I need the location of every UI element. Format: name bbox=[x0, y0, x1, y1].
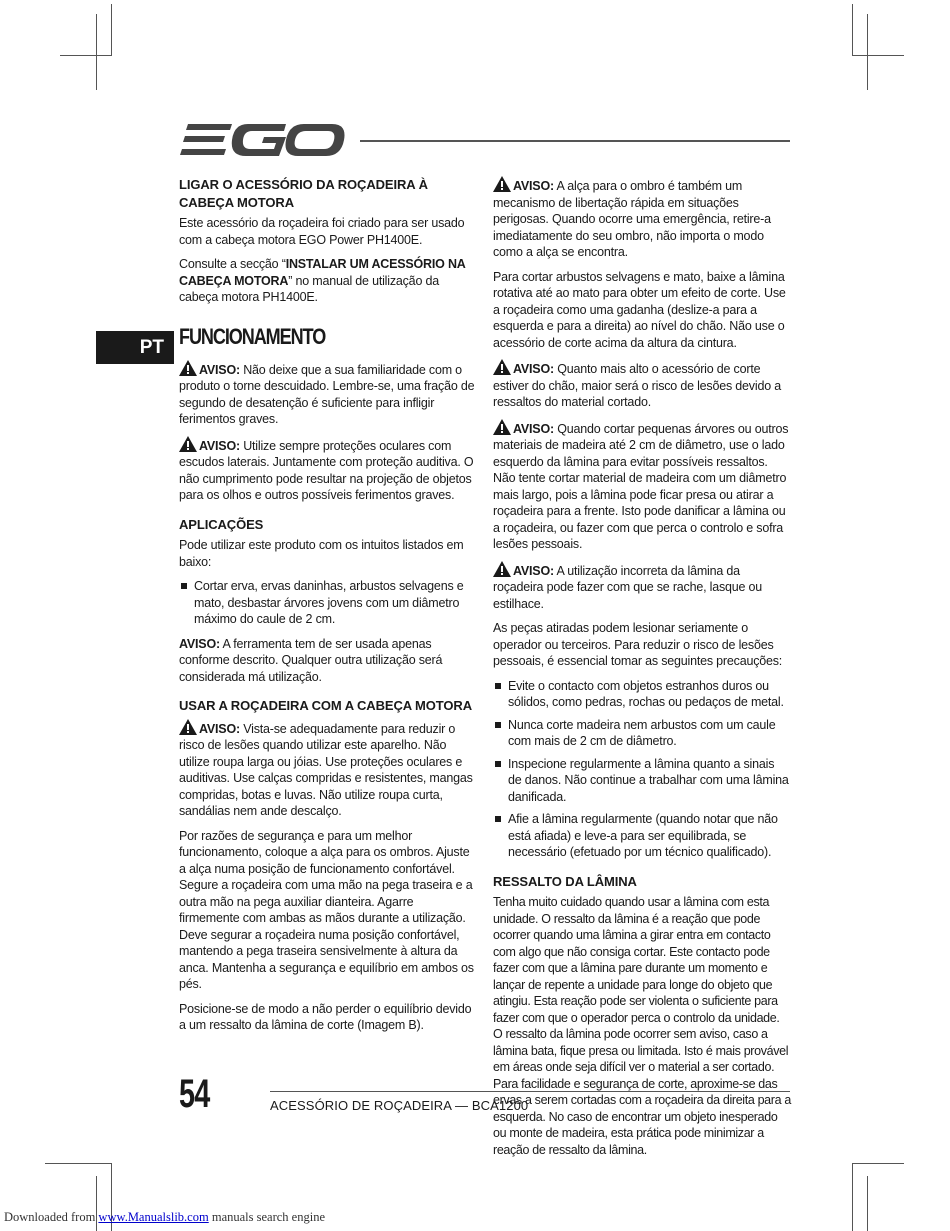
warning-label: AVISO: bbox=[513, 563, 554, 578]
warning-triangle-icon bbox=[493, 419, 511, 435]
footer-rule bbox=[270, 1091, 790, 1092]
applications-warning-text: A ferramenta tem de ser usada apenas conforme descrito. Qualquer outra utilização será considerada má utilização. bbox=[179, 636, 443, 684]
right-column bbox=[493, 176, 791, 1166]
use-paragraph-1: Por razões de segurança e para um melhor funcionamento, coloque a alça para os ombros. Ajuste a alça numa posição de funcionamento confortável. Segure a roçadeira com uma mão na pega traseira e a outra mão na pega auxiliar dianteira. Agarre firmemente com ambas as mãos durante a utilização. Deve segurar a roçadeira numa posição confortável, mantendo a pega traseira sensivelmente à altura da anca. Mantenha a segurança e equilíbrio em ambos os pés. bbox=[179, 828, 474, 991]
warning-5 bbox=[493, 359, 791, 411]
crop-mark bbox=[45, 1163, 111, 1164]
warning-3 bbox=[179, 719, 477, 820]
list-item: Inspecione regularmente a lâmina quanto a sinais de danos. Não continue a trabalhar com uma lâmina danificada. bbox=[493, 756, 791, 806]
warning-label: AVISO: bbox=[199, 438, 240, 453]
warning-7-text: A utilização incorreta da lâmina da roçadeira pode fazer com que se rache, lasque ou estilhace. bbox=[493, 563, 763, 611]
warning-label: AVISO: bbox=[513, 421, 554, 436]
connect-p2-pre: Consulte a secção “ bbox=[179, 257, 286, 271]
crop-mark bbox=[867, 1176, 868, 1231]
download-post: manuals search engine bbox=[208, 1210, 325, 1224]
connect-p2-bold: INSTALAR UM ACESSÓRIO NA CABEÇA MOTORA bbox=[179, 257, 466, 288]
warning-triangle-icon bbox=[493, 176, 511, 192]
crop-mark bbox=[111, 4, 112, 56]
applications-list bbox=[179, 578, 477, 628]
warning-triangle-icon bbox=[179, 360, 197, 376]
connect-paragraph-2 bbox=[179, 256, 477, 306]
warning-label: AVISO: bbox=[199, 721, 240, 736]
kickback-heading: RESSALTO DA LÂMINA bbox=[493, 873, 637, 889]
list-item: Cortar erva, ervas daninhas, arbustos selvagens e mato, desbastar árvores jovens com um diâmetro máximo do caule de 2 cm. bbox=[179, 578, 477, 628]
warning-3-text: Vista-se adequadamente para reduzir o risco de lesões quando utilizar este aparelho. Não utilize roupa larga ou jóias. Use proteções oculares e auditivas. Use calças compridas e resistentes, mangas compridas, botas e luvas. Não utilize roupa curta, sandálias nem ande descalço. bbox=[179, 721, 473, 818]
left-column bbox=[179, 176, 477, 1042]
warning-7 bbox=[493, 561, 791, 613]
download-pre: Downloaded from bbox=[4, 1210, 99, 1224]
warning-label: AVISO: bbox=[179, 636, 220, 651]
connect-p2-post: ” no manual de utilização da cabeça motora PH1400E. bbox=[179, 273, 439, 304]
warning-6-text: Quando cortar pequenas árvores ou outros materiais de madeira até 2 cm de diâmetro, use o lado esquerdo da lâmina para evitar possíveis ressaltos. Não tente cortar material de madeira com um diâmetro mais largo, pois a lâmina pode ficar presa ou atirar a roçadeira para a frente. Isto pode danificar a lâmina ou a roçadeira, ou fazer com que perca o controlo e sofra lesões pessoais. bbox=[493, 421, 789, 551]
warning-1 bbox=[179, 360, 477, 428]
crop-mark bbox=[867, 14, 868, 90]
warning-5-text: Quanto mais alto o acessório de corte estiver do chão, maior será o risco de lesões devido a ressaltos do material cortado. bbox=[493, 362, 781, 409]
warning-1-text: Não deixe que a sua familiaridade com o produto o torne descuidado. Lembre-se, uma fração de segundo de desatenção é suficiente para infligir ferimentos graves. bbox=[179, 362, 475, 426]
page-number: 54 bbox=[179, 1072, 210, 1116]
kickback-paragraph: Tenha muito cuidado quando usar a lâmina com esta unidade. O ressalto da lâmina é a reação que pode ocorrer quando uma lâmina a girar entra em contacto com algo que não consiga cortar. Este contacto pode fazer com que a lâmina pare durante um momento e lançar de repente a unidade para longe do objeto que atingiu. Esta reação pode ser violenta o suficiente para fazer com que o operador perca o controlo da unidade. O ressalto da lâmina pode ocorrer sem aviso, caso a lâmina bata, fique presa ou limitada. Isto é mais provável em áreas onde seja difícil ver o material a ser cortado. Para facilidade e segurança de corte, aproxime-se das ervas a serem cortadas com a roçadeira da direita para a esquerda. No caso de encontrar um objeto inesperado ou monte de madeira, esta prática pode minimizar a reação de ressalto da lâmina. bbox=[493, 895, 791, 1157]
crop-mark bbox=[852, 1163, 853, 1231]
applications-warning bbox=[179, 636, 477, 686]
precautions-intro: As peças atiradas podem lesionar seriamente o operador ou terceiros. Para reduzir o risco de lesões pessoais, é essencial tomar as seguintes precauções: bbox=[493, 621, 783, 668]
connect-paragraph-1: Este acessório da roçadeira foi criado para ser usado com a cabeça motora EGO Power PH1400E. bbox=[179, 216, 465, 247]
cutting-paragraph: Para cortar arbustos selvagens e mato, baixe a lâmina rotativa até ao mato para obter um efeito de corte. Use a roçadeira como uma gadanha (deslize-a para a esquerda e para a direita) ao nível do chão. Não use o acessório de corte acima da altura da cintura. bbox=[493, 269, 786, 350]
use-paragraph-2: Posicione-se de modo a não perder o equilíbrio devido a um ressalto da lâmina de corte (Imagem B). bbox=[179, 1001, 472, 1032]
applications-intro: Pode utilizar este produto com os intuitos listados em baixo: bbox=[179, 538, 464, 569]
warning-4 bbox=[493, 176, 791, 261]
warning-label: AVISO: bbox=[513, 179, 554, 193]
list-item: Evite o contacto com objetos estranhos duros ou sólidos, como pedras, rochas ou pedaços de metal. bbox=[493, 678, 791, 711]
connect-heading: LIGAR O ACESSÓRIO DA ROÇADEIRA À CABEÇA MOTORA bbox=[179, 177, 428, 210]
warning-6 bbox=[493, 419, 791, 553]
warning-triangle-icon bbox=[179, 719, 197, 735]
warning-label: AVISO: bbox=[513, 362, 554, 376]
language-tab: PT bbox=[96, 331, 174, 364]
crop-mark bbox=[852, 55, 904, 56]
footer-title: ACESSÓRIO DE ROÇADEIRA — BCA1200 bbox=[270, 1098, 529, 1113]
warning-label: AVISO: bbox=[199, 362, 240, 377]
list-item: Afie a lâmina regularmente (quando notar que não está afiada) e leve-a para ser equilibrada, se necessário (efetuado por um técnico qualificado). bbox=[493, 811, 791, 861]
manualslib-link[interactable]: www.Manualslib.com bbox=[98, 1210, 209, 1224]
warning-triangle-icon bbox=[493, 561, 511, 577]
ego-logo bbox=[180, 122, 345, 158]
warning-2 bbox=[179, 436, 477, 504]
use-heading: USAR A ROÇADEIRA COM A CABEÇA MOTORA bbox=[179, 698, 472, 713]
warning-triangle-icon bbox=[493, 359, 511, 375]
warning-2-text: Utilize sempre proteções oculares com escudos laterais. Juntamente com proteção auditiva. O não cumprimento pode resultar na projeção de objetos para os olhos e outros possíveis ferimentos graves. bbox=[179, 438, 474, 502]
warning-triangle-icon bbox=[179, 436, 197, 452]
operation-heading: FUNCIONAMENTO bbox=[179, 323, 326, 349]
crop-mark bbox=[60, 55, 112, 56]
warning-4-text: A alça para o ombro é também um mecanismo de libertação rápida em situações perigosas. Quando ocorre uma emergência, retire-a imediatamente do seu ombro, não importa o modo como a alça se encontra. bbox=[493, 179, 771, 259]
crop-mark bbox=[96, 14, 97, 90]
list-item: Nunca corte madeira nem arbustos com um caule com mais de 2 cm de diâmetro. bbox=[493, 717, 791, 750]
precautions-list bbox=[493, 678, 791, 861]
download-notice bbox=[4, 1210, 325, 1225]
applications-heading: APLICAÇÕES bbox=[179, 516, 264, 532]
crop-mark bbox=[852, 1163, 904, 1164]
crop-mark bbox=[852, 4, 853, 56]
header-rule bbox=[360, 140, 790, 142]
